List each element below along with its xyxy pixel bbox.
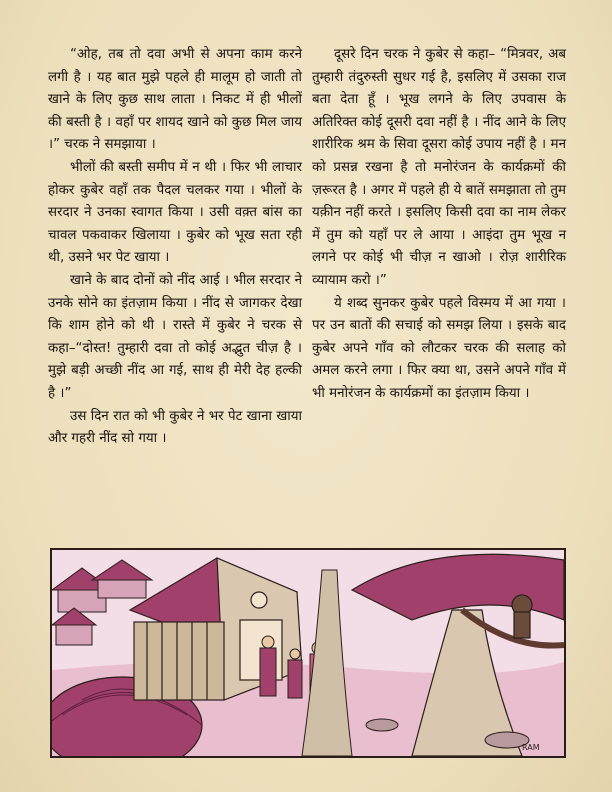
paragraph: “ओह, तब तो दवा अभी से अपना काम करने लगी है । यह बात मुझे पहले ही मालूम हो जाती तो खाने के लिए कुछ साथ लाता । निकट में ही भीलों की बस्ती है । वहाँ पर शायद खाने को कुछ मिल जाय ।” चरक ने समझाया । (48, 47, 302, 153)
right-text-column (312, 44, 566, 406)
left-text-column (48, 44, 302, 451)
paragraph: खाने के बाद दोनों को नींद आई । भील सरदार ने उनके सोने का इंतज़ाम किया । नींद से जागकर देखा कि शाम होने को थी । रास्ते में कुबेर ने चरक से कहा–“दोस्त! तुम्हारी दवा तो कोई अद्भुत चीज़ है । मुझे बड़ी अच्छी नींद आ गई, साथ ही मेरी देह हल्की है ।” (48, 272, 302, 401)
artist-signature: RAM (522, 743, 540, 752)
paragraph: भीलों की बस्ती समीप में न थी । फिर भी लाचार होकर कुबेर वहाँ तक पैदल चलकर गया । भीलों के सरदार ने उनका स्वागत किया । उसी वक़्त बांस का चावल पकवाकर खिलाया । कुबेर को भूख सता रही थी, उसने भर पेट खाया । (48, 159, 302, 266)
paragraph: ये शब्द सुनकर कुबेर पहले विस्मय में आ गया । पर उन बातों की सचाई को समझ लिया । इसके बाद कुबेर अपने गाँव को लौटकर चरक की सलाह को अमल करने लगा । फिर क्या था, उसने अपने गाँव में भी मनोरंजन के कार्यक्रमों का इंतज़ाम किया । (312, 295, 566, 401)
rock (366, 719, 398, 731)
paragraph: दूसरे दिन चरक ने कुबेर से कहा– “मित्रवर, अब तुम्हारी तंदुरुस्ती सुधर गई है, इसलिए में उसका राज बता देता हूँ । भूख लगने के लिए उपवास के अतिरिक्त कोई दूसरी दवा नहीं है । नींद आने के लिए शारीरिक श्रम के सिवा दूसरा कोई उपाय नहीं है । मन को प्रसन्न रखना है तो मनोरंजन के कार्यक्रमों की ज़रूरत है । अगर में पहले ही ये बातें समझाता तो तुम यक़ीन नहीं करते । इसलिए किसी दवा का नाम लेकर में तुम को यहाँ पर ले आया । आइंदा तुम भूख न लगने पर कोई भी चीज़ न खाओ । रोज़ शारीरिक व्यायाम करो ।” (312, 47, 566, 288)
paragraph: उस दिन रात को भी कुबेर ने भर पेट खाना खाया और गहरी नींद सो गया । (48, 408, 302, 447)
illustration-drawing (52, 550, 564, 756)
story-illustration (50, 548, 566, 758)
